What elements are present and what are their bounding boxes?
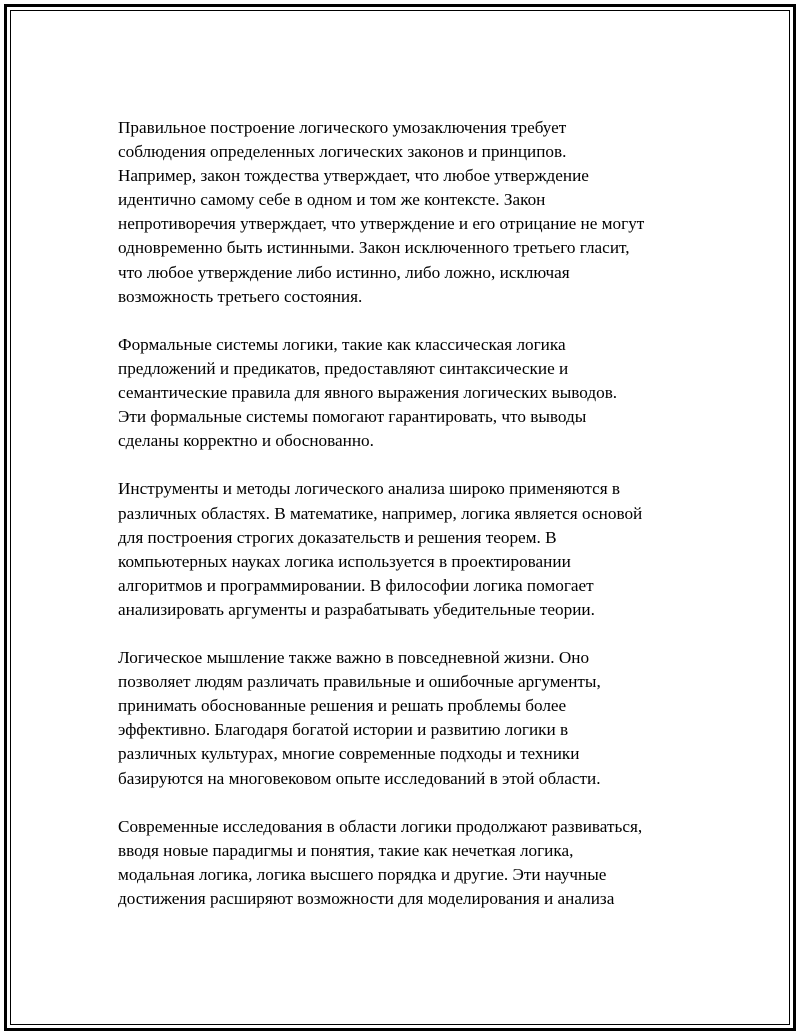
text-line: базируются на многовековом опыте исследований в этой области. bbox=[118, 768, 601, 788]
paragraph-4 bbox=[118, 646, 698, 791]
text-line: что любое утверждение либо истинно, либо ложно, исключая bbox=[118, 262, 570, 282]
text-line: Формальные системы логики, такие как классическая логика bbox=[118, 334, 566, 354]
text-line: возможность третьего состояния. bbox=[118, 286, 363, 306]
paragraph-2 bbox=[118, 333, 698, 453]
text-line: Современные исследования в области логики продолжают развиваться, bbox=[118, 816, 643, 836]
text-line: Например, закон тождества утверждает, что любое утверждение bbox=[118, 166, 589, 186]
text-line: различных областях. В математике, например, логика является основой bbox=[118, 503, 643, 523]
text-line: соблюдения определенных логических законов и принципов. bbox=[118, 142, 567, 162]
text-line: Эти формальные системы помогают гарантировать, что выводы bbox=[118, 407, 587, 427]
text-line: предложений и предикатов, предоставляют синтаксические и bbox=[118, 358, 569, 378]
text-line: принимать обоснованные решения и решать проблемы более bbox=[118, 696, 567, 716]
text-line: позволяет людям различать правильные и ошибочные аргументы, bbox=[118, 672, 601, 692]
text-line: одновременно быть истинными. Закон исключенного третьего гласит, bbox=[118, 238, 630, 258]
text-line: непротиворечия утверждает, что утверждение и его отрицание не могут bbox=[118, 214, 645, 234]
text-line: анализировать аргументы и разрабатывать убедительные теории. bbox=[118, 599, 595, 619]
text-line: достижения расширяют возможности для моделирования и анализа bbox=[118, 889, 615, 908]
text-line: модальная логика, логика высшего порядка и другие. Эти научные bbox=[118, 864, 607, 884]
document-body bbox=[118, 116, 698, 911]
text-line: Правильное построение логического умозаключения требует bbox=[118, 118, 567, 137]
text-line: идентично самому себе в одном и том же контексте. Закон bbox=[118, 190, 546, 210]
text-line: сделаны корректно и обоснованно. bbox=[118, 431, 374, 451]
text-line: эффективно. Благодаря богатой истории и развитию логики в bbox=[118, 720, 569, 740]
text-line: вводя новые парадигмы и понятия, такие как нечеткая логика, bbox=[118, 840, 574, 860]
text-line: компьютерных науках логика используется в проектировании bbox=[118, 551, 571, 571]
text-line: для построения строгих доказательств и решения теорем. В bbox=[118, 527, 557, 547]
text-line: различных культурах, многие современные подходы и техники bbox=[118, 744, 580, 764]
paragraph-5 bbox=[118, 815, 698, 911]
text-line: Логическое мышление также важно в повседневной жизни. Оно bbox=[118, 648, 590, 668]
text-line: алгоритмов и программировании. В философии логика помогает bbox=[118, 575, 594, 595]
paragraph-1 bbox=[118, 116, 698, 309]
text-line: Инструменты и методы логического анализа широко применяются в bbox=[118, 479, 621, 499]
text-line: семантические правила для явного выражения логических выводов. bbox=[118, 383, 618, 403]
paragraph-3 bbox=[118, 477, 698, 622]
